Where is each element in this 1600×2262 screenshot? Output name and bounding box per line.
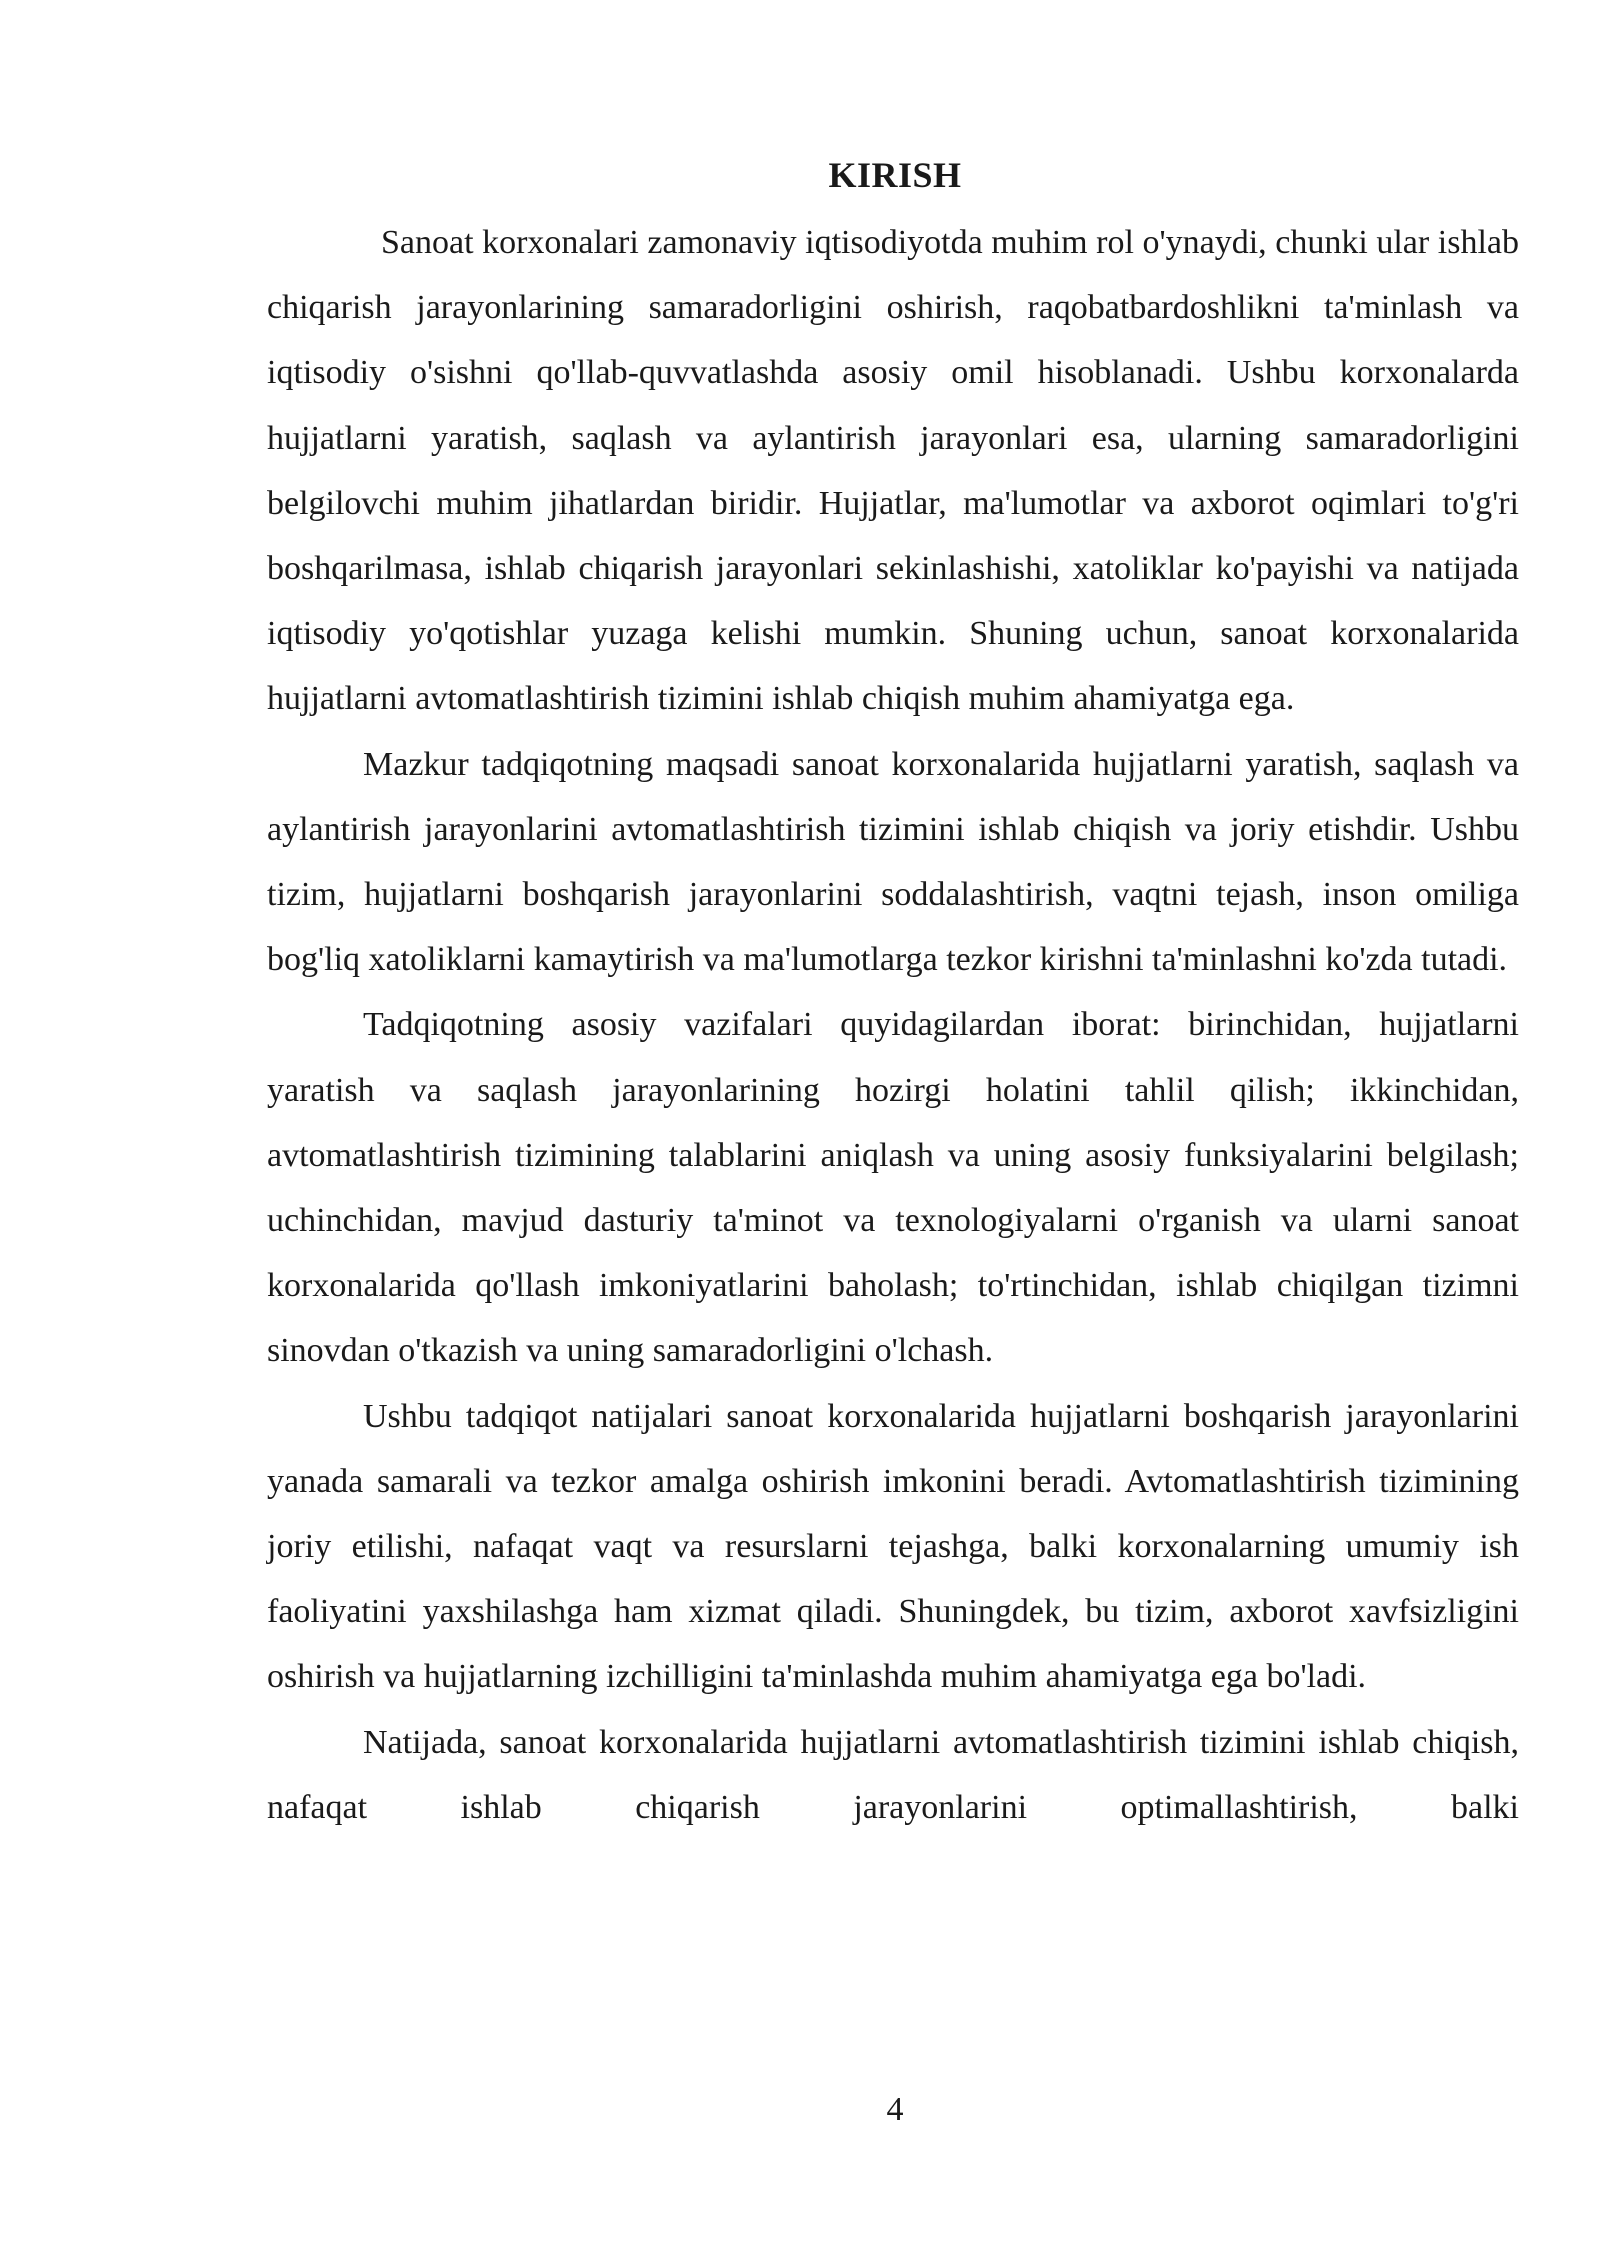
- paragraph-3: Tadqiqotning asosiy vazifalari quyidagilardan iborat: birinchidan, hujjatlarni yaratish va saqlash jarayonlarining hozirgi holatini tahlil qilish; ikkinchidan, avtomatlashtirish tizimining talablarini aniqlash va uning asosiy funksiyalarini belgilash; uchinchidan, mavjud dasturiy ta'minot va texnologiyalarni o'rganish va ularni sanoat korxonalarida qo'llash imkoniyatlarini baholash; to'rtinchidan, ishlab chiqilgan tizimni sinovdan o'tkazish va uning samaradorligini o'lchash.: [267, 1006, 1519, 1370]
- paragraph-5: Natijada, sanoat korxonalarida hujjatlarni avtomatlashtirish tizimini ishlab chiqish, nafaqat ishlab chiqarish jarayonlarini optimallashtirish, balki: [267, 1723, 1519, 1826]
- paragraph-2: Mazkur tadqiqotning maqsadi sanoat korxonalarida hujjatlarni yaratish, saqlash va aylantirish jarayonlarini avtomatlashtirish tizimini ishlab chiqish va joriy etishdir. Ushbu tizim, hujjatlarni boshqarish jarayonlarini soddalashtirish, vaqtni tejash, inson omiliga bog'liq xatoliklarni kamaytirish va ma'lumotlarga tezkor kirishni ta'minlashni ko'zda tutadi.: [267, 745, 1519, 979]
- page-number: 4: [886, 2091, 904, 2128]
- body-text: [267, 210, 1519, 1840]
- paragraph-4: Ushbu tadqiqot natijalari sanoat korxonalarida hujjatlarni boshqarish jarayonlarini yanada samarali va tezkor amalga oshirish imkonini beradi. Avtomatlashtirish tizimining joriy etilishi, nafaqat vaqt va resurslarni tejashga, balki korxonalarning umumiy ish faoliyatini yaxshilashga ham xizmat qiladi. Shuningdek, bu tizim, axborot xavfsizligini oshirish va hujjatlarning izchilligini ta'minlashda muhim ahamiyatga ega bo'ladi.: [267, 1397, 1519, 1696]
- section-heading: KIRISH: [828, 155, 962, 195]
- paragraph-1: Sanoat korxonalari zamonaviy iqtisodiyotda muhim rol o'ynaydi, chunki ular ishlab chiqarish jarayonlarining samaradorligini oshirish, raqobatbardoshlikni ta'minlash va iqtisodiy o'sishni qo'llab-quvvatlashda asosiy omil hisoblanadi. Ushbu korxonalarda hujjatlarni yaratish, saqlash va aylantirish jarayonlari esa, ularning samaradorligini belgilovchi muhim jihatlardan biridir. Hujjatlar, ma'lumotlar va axborot oqimlari to'g'ri boshqarilmasa, ishlab chiqarish jarayonlari sekinlashishi, xatoliklar ko'payishi va natijada iqtisodiy yo'qotishlar yuzaga kelishi mumkin. Shuning uchun, sanoat korxonalarida hujjatlarni avtomatlashtirish tizimini ishlab chiqish muhim ahamiyatga ega.: [267, 224, 1519, 718]
